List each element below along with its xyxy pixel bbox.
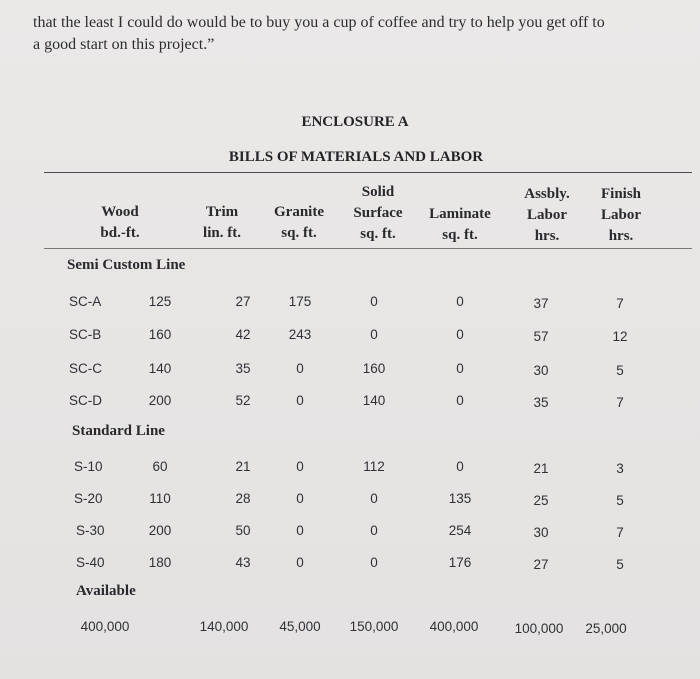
table-cell: 110	[149, 491, 171, 506]
table-cell: 0	[370, 523, 378, 538]
table-cell: 200	[148, 523, 172, 538]
table-cell: 12	[612, 329, 628, 344]
table-cell: 50	[235, 523, 251, 538]
available-label: Available	[76, 583, 136, 599]
table-cell: 0	[456, 361, 464, 376]
col-header-solid-surface: Solid Surface sq. ft.	[353, 184, 403, 242]
available-value: 100,000	[514, 621, 564, 636]
intro-line-2: a good start on this project.”	[33, 36, 215, 53]
col-header-wood: Wood bd.-ft.	[100, 204, 140, 241]
table-cell: 5	[616, 493, 624, 508]
table-cell: 27	[235, 294, 251, 309]
table-cell: 7	[616, 525, 624, 540]
table-cell: 3	[616, 461, 624, 476]
table-cell: 0	[296, 491, 304, 506]
table-cell: 5	[616, 557, 624, 572]
table-cell: 0	[296, 459, 304, 474]
table-cell: 42	[235, 327, 251, 342]
table-cell: 60	[152, 459, 168, 474]
table-cell: 0	[456, 294, 464, 309]
table-cell: 37	[533, 296, 549, 311]
col-header-granite: Granite sq. ft.	[274, 204, 324, 241]
table-cell: 254	[448, 523, 472, 538]
table-cell: 180	[148, 555, 172, 570]
table-cell: 135	[448, 491, 472, 506]
table-cell: 28	[235, 491, 251, 506]
table-cell: 140	[148, 361, 172, 376]
row-label: SC-A	[69, 294, 102, 309]
table-cell: 0	[456, 459, 464, 474]
table-cell: 112	[363, 459, 385, 474]
table-cell: 7	[616, 395, 624, 410]
table-cell: 0	[296, 393, 304, 408]
table-header-rule	[44, 248, 692, 249]
table-cell: 175	[288, 294, 312, 309]
row-label: SC-D	[69, 393, 102, 408]
table-cell: 0	[370, 491, 378, 506]
available-value: 400,000	[80, 619, 130, 634]
row-label: S-30	[76, 523, 105, 538]
table-cell: 160	[362, 361, 386, 376]
row-label: S-40	[76, 555, 105, 570]
table-cell: 21	[533, 461, 549, 476]
table-cell: 43	[235, 555, 251, 570]
table-cell: 30	[533, 363, 549, 378]
table-cell: 5	[616, 363, 624, 378]
col-header-trim: Trim lin. ft.	[203, 204, 241, 241]
available-value: 150,000	[349, 619, 399, 634]
row-label: SC-B	[69, 327, 102, 342]
table-cell: 160	[148, 327, 172, 342]
section-title-semi-custom: Semi Custom Line	[67, 257, 186, 273]
table-cell: 7	[616, 296, 624, 311]
available-value: 140,000	[199, 619, 249, 634]
col-header-laminate: Laminate sq. ft.	[429, 206, 491, 243]
table-cell: 35	[235, 361, 251, 376]
row-label: S-20	[74, 491, 103, 506]
table-title: BILLS OF MATERIALS AND LABOR	[228, 149, 484, 165]
table-cell: 0	[370, 294, 378, 309]
table-cell: 243	[288, 327, 312, 342]
enclosure-title: ENCLOSURE A	[301, 114, 409, 130]
available-value: 45,000	[279, 619, 321, 634]
table-cell: 0	[370, 555, 378, 570]
table-cell: 52	[235, 393, 251, 408]
table-cell: 125	[148, 294, 172, 309]
section-title-standard: Standard Line	[72, 423, 165, 439]
available-value: 25,000	[585, 621, 627, 636]
intro-paragraph	[33, 12, 688, 56]
row-label: SC-C	[69, 361, 102, 376]
table-cell: 35	[533, 395, 549, 410]
table-cell: 57	[533, 329, 549, 344]
row-label: S-10	[74, 459, 103, 474]
table-top-rule	[44, 172, 692, 173]
table-cell: 0	[296, 361, 304, 376]
table-cell: 0	[456, 327, 464, 342]
table-cell: 200	[148, 393, 172, 408]
col-header-finish-labor: Finish Labor hrs.	[600, 186, 642, 244]
available-value: 400,000	[429, 619, 479, 634]
table-cell: 25	[533, 493, 549, 508]
table-cell: 0	[296, 523, 304, 538]
intro-line-1: that the least I could do would be to buy you a cup of coffee and try to help you get off to	[33, 14, 605, 31]
table-cell: 0	[296, 555, 304, 570]
table-cell: 0	[456, 393, 464, 408]
table-cell: 140	[362, 393, 386, 408]
table-cell: 30	[533, 525, 549, 540]
col-header-assembly-labor: Assbly. Labor hrs.	[524, 186, 570, 244]
table-cell: 21	[235, 459, 251, 474]
table-cell: 0	[370, 327, 378, 342]
table-cell: 176	[448, 555, 472, 570]
table-cell: 27	[533, 557, 549, 572]
